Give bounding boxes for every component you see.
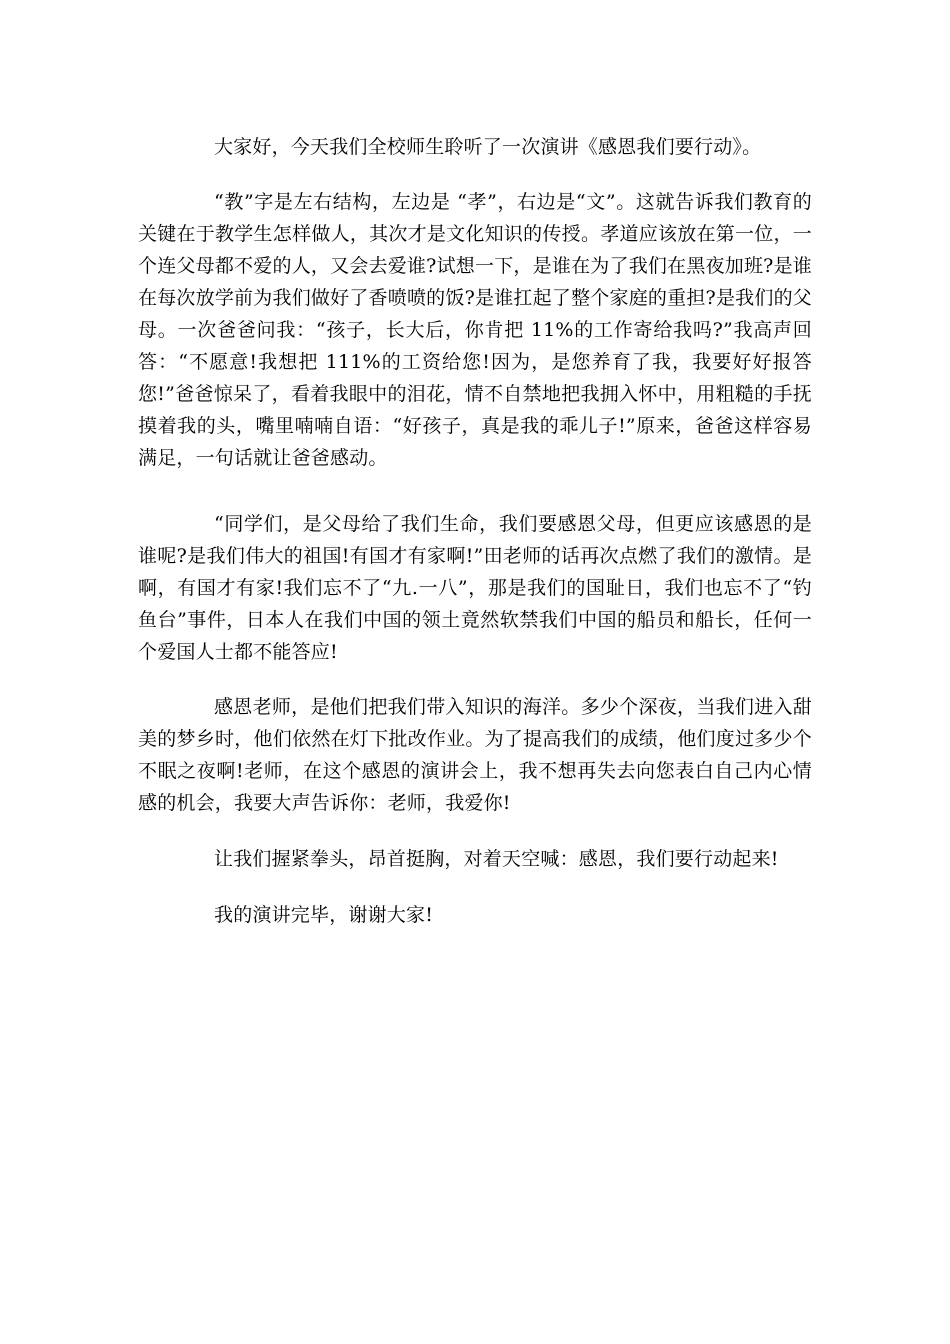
paragraph-closing: 我的演讲完毕，谢谢大家! bbox=[214, 904, 434, 926]
paragraph-motherland: “同学们，是父母给了我们生命，我们要感恩父母，但更应该感恩的是谁呢?是我们伟大的祖国!有国才有家啊!”田老师的话再次点燃了我们的激情。是啊，有国才有家!我们忘不了“九.一八”，那是我们的国耻日，我们也忘不了“钓鱼台”事件，日本人在我们中国的领土竟然软禁我们中国的船员和船长，任何一个爱国人士都不能答应! bbox=[138, 513, 812, 663]
paragraph-filial-piety: “教”字是左右结构，左边是 “孝”，右边是“文”。这就告诉我们教育的关键在于教学生怎样做人，其次才是文化知识的传授。孝道应该放在第一位，一个连父母都不爱的人，又会去爱谁?试想一下，是谁在为了我们在黑夜加班?是谁在每次放学前为我们做好了香喷喷的饭?是谁扛起了整个家庭的重担?是我们的父母。一次爸爸问我：“孩子，长大后，你肯把 11%的工作寄给我吗?”我高声回答：“不愿意!我想把 111%的工资给您!因为，是您养育了我，我要好好报答您!”爸爸惊呆了，看着我眼中的泪花，情不自禁地把我拥入怀中，用粗糙的手抚摸着我的头，嘴里喃喃自语：“好孩子，真是我的乖儿子!”原来，爸爸这样容易满足，一句话就让爸爸感动。 bbox=[138, 191, 812, 469]
paragraph-intro: 大家好，今天我们全校师生聆听了一次演讲《感恩我们要行动》。 bbox=[214, 136, 762, 158]
paragraph-call-to-action: 让我们握紧拳头，昂首挺胸，对着天空喊：感恩，我们要行动起来! bbox=[214, 848, 779, 870]
paragraph-teachers: 感恩老师，是他们把我们带入知识的海洋。多少个深夜，当我们进入甜美的梦乡时，他们依然在灯下批改作业。为了提高我们的成绩，他们度过多少个不眠之夜啊!老师，在这个感恩的演讲会上，我不想再失去向您表白自己内心情感的机会，我要大声告诉你：老师，我爱你! bbox=[138, 696, 812, 814]
